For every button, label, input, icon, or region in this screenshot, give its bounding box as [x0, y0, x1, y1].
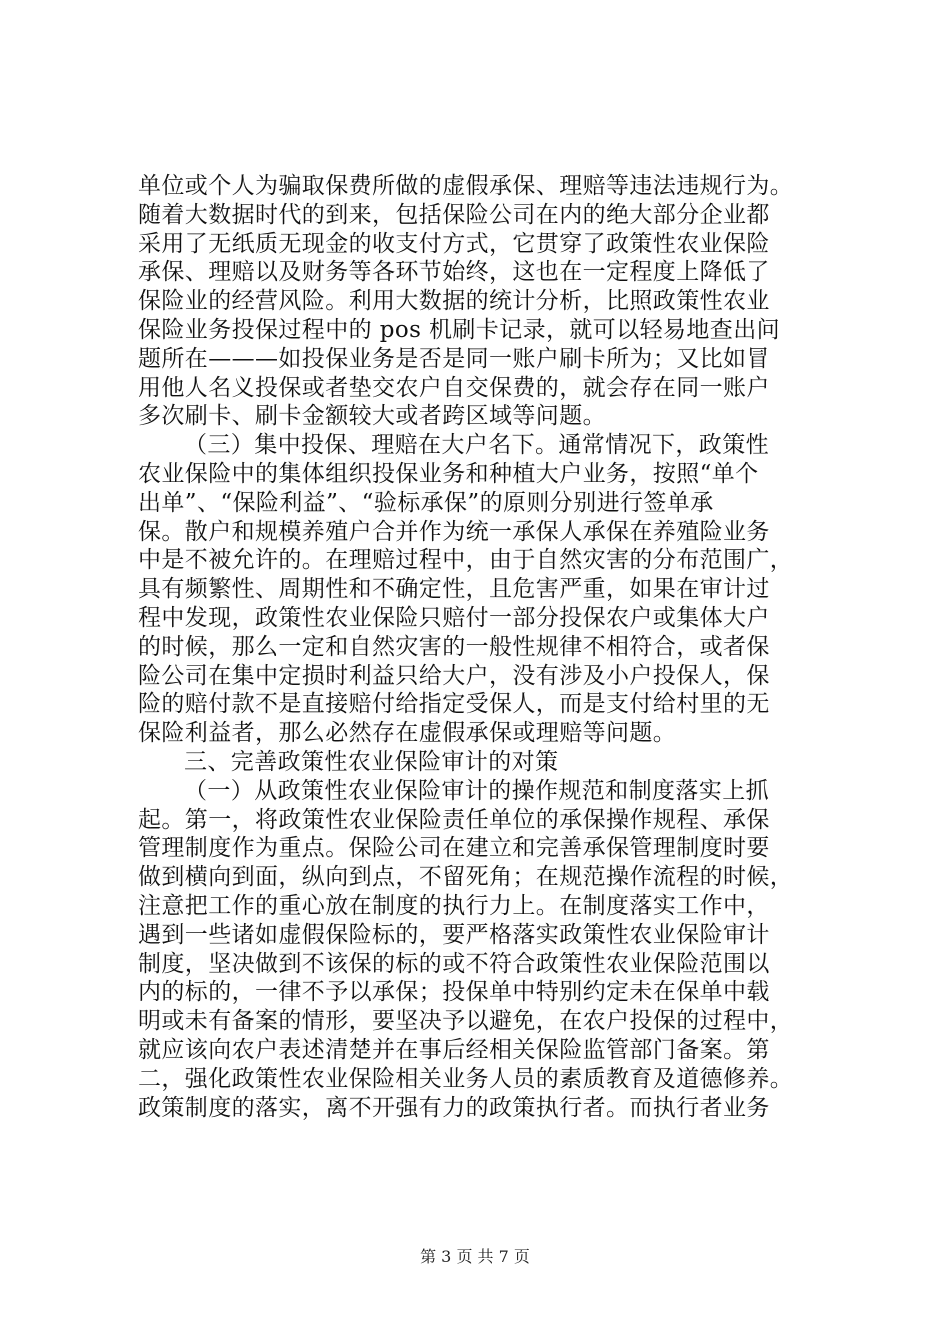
- text-line: 起。第一，将政策性农业保险责任单位的承保操作规程、承保: [138, 806, 770, 833]
- text-line: 保险利益者，那么必然存在虚假承保或理赔等问题。: [138, 720, 677, 747]
- text-line: 用他人名义投保或者垫交农户自交保费的，就会存在同一账户: [138, 374, 770, 401]
- text-line: 遇到一些诸如虚假保险标的，要严格落实政策性农业保险审计: [138, 921, 770, 948]
- body-text: [138, 172, 838, 1122]
- text-line: 程中发现，政策性农业保险只赔付一部分投保农户或集体大户: [138, 604, 770, 631]
- text-line: 随着大数据时代的到来，包括保险公司在内的绝大部分企业都: [138, 201, 770, 228]
- text-line: 明或未有备案的情形，要坚决予以避免，在农户投保的过程中，: [138, 1008, 794, 1035]
- text-line: 保。散户和规模养殖户合并作为统一承保人承保在养殖险业务: [138, 518, 770, 545]
- text-line: 采用了无纸质无现金的收支付方式，它贯穿了政策性农业保险: [138, 230, 770, 257]
- text-line: 保险业的经营风险。利用大数据的统计分析，比照政策性农业: [138, 288, 770, 315]
- text-line: 就应该向农户表述清楚并在事后经相关保险监管部门备案。第: [138, 1036, 770, 1063]
- text-line: 具有频繁性、周期性和不确定性，且危害严重，如果在审计过: [138, 576, 770, 603]
- text-line: 农业保险中的集体组织投保业务和种植大户业务，按照“单个: [138, 460, 759, 487]
- text-line: 单位或个人为骗取保费所做的虚假承保、理赔等违法违规行为。: [138, 173, 794, 199]
- text-line: 内的标的，一律不予以承保；投保单中特别约定未在保单中载: [138, 979, 770, 1006]
- section-heading: 三、完善政策性农业保险审计的对策: [184, 748, 559, 775]
- text-line: 题所在———如投保业务是否是同一账户刷卡所为；又比如冒: [138, 345, 770, 372]
- text-line: 中是不被允许的。在理赔过程中，由于自然灾害的分布范围广，: [138, 547, 794, 574]
- text-line: 的时候，那么一定和自然灾害的一般性规律不相符合，或者保: [138, 633, 770, 660]
- text-line: 政策制度的落实，离不开强有力的政策执行者。而执行者业务: [138, 1094, 770, 1121]
- text-line: 险公司在集中定损时利益只给大户，没有涉及小户投保人，保: [138, 662, 770, 689]
- text-line: 做到横向到面，纵向到点，不留死角；在规范操作流程的时候，: [138, 864, 794, 891]
- text-line: 险的赔付款不是直接赔付给指定受保人，而是支付给村里的无: [138, 691, 770, 718]
- text-line: 多次刷卡、刷卡金额较大或者跨区域等问题。: [138, 403, 606, 430]
- paragraph-start-line: （三）集中投保、理赔在大户名下。通常情况下，政策性: [184, 432, 769, 459]
- paragraph-start-line: （一）从政策性农业保险审计的操作规范和制度落实上抓: [184, 777, 769, 804]
- text-line: 制度，坚决做到不该保的标的或不符合政策性农业保险范围以: [138, 950, 770, 977]
- text-line: 注意把工作的重心放在制度的执行力上。在制度落实工作中，: [138, 892, 770, 919]
- text-line: 出单”、“保险利益”、“验标承保”的原则分别进行签单承: [138, 489, 714, 516]
- text-line: 二，强化政策性农业保险相关业务人员的素质教育及道德修养。: [138, 1065, 794, 1092]
- text-line: 承保、理赔以及财务等各环节始终，这也在一定程度上降低了: [138, 259, 770, 286]
- page-footer: 第 3 页 共 7 页: [420, 1247, 530, 1266]
- text-line: 保险业务投保过程中的 pos 机刷卡记录，就可以轻易地查出问: [138, 316, 780, 343]
- text-line: 管理制度作为重点。保险公司在建立和完善承保管理制度时要: [138, 835, 770, 862]
